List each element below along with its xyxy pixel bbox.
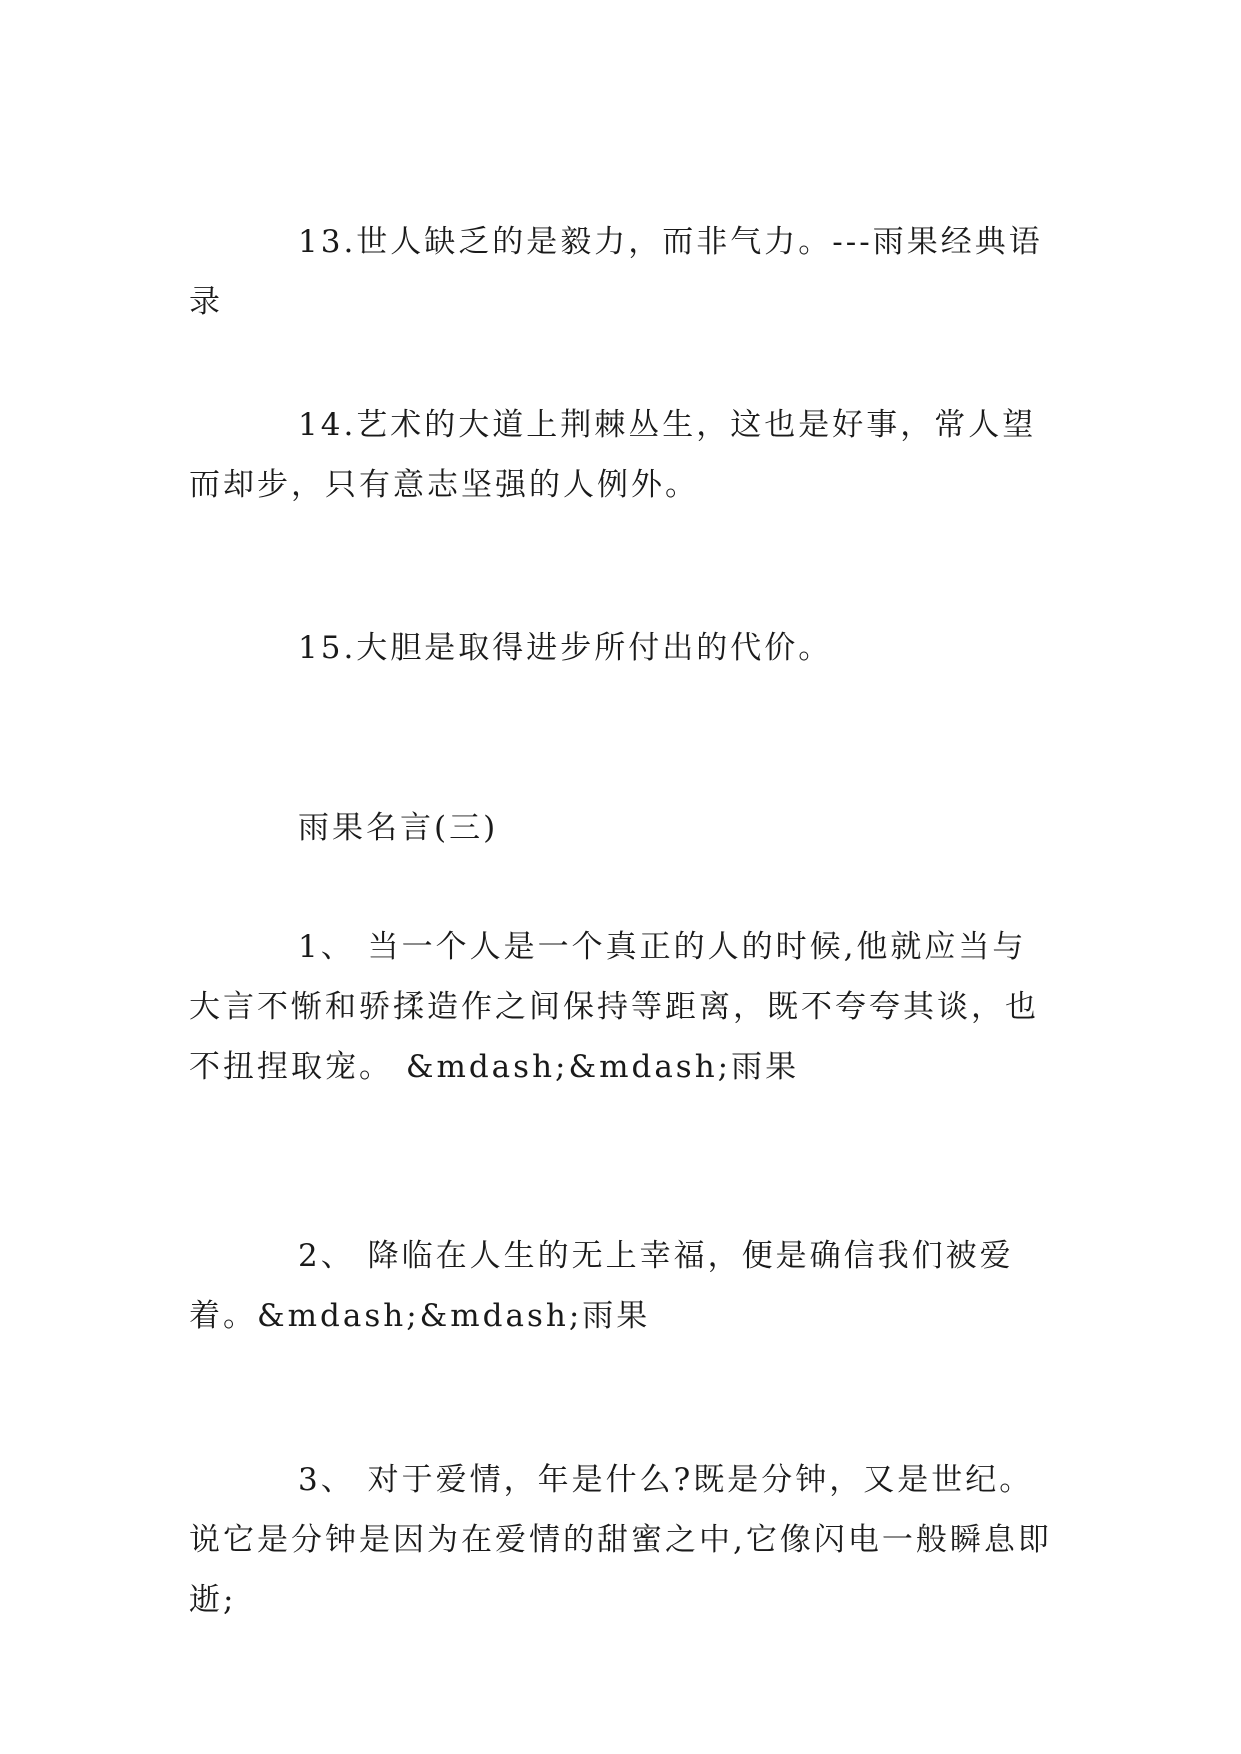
quote-15: 15.大胆是取得进步所付出的代价。 (298, 630, 833, 666)
quote-section3-2: 2、 降临在人生的无上幸福，便是确信我们被爱着。&mdash;&mdash;雨果 (189, 1238, 1014, 1334)
quote-section3-3: 3、 对于爱情，年是什么?既是分钟，又是世纪。说它是分钟是因为在爱情的甜蜜之中,它像闪电一般瞬息即逝; (189, 1462, 1052, 1618)
section-heading: 雨果名言(三) (298, 810, 499, 846)
quote-13: 13.世人缺乏的是毅力，而非气力。---雨果经典语录 (189, 224, 1043, 320)
quote-section3-1: 1、 当一个人是一个真正的人的时候,他就应当与大言不惭和骄揉造作之间保持等距离，既不夸夸其谈，也不扭捏取宠。 &mdash;&mdash;雨果 (189, 929, 1039, 1085)
quote-14: 14.艺术的大道上荆棘丛生，这也是好事，常人望而却步，只有意志坚强的人例外。 (189, 407, 1037, 503)
